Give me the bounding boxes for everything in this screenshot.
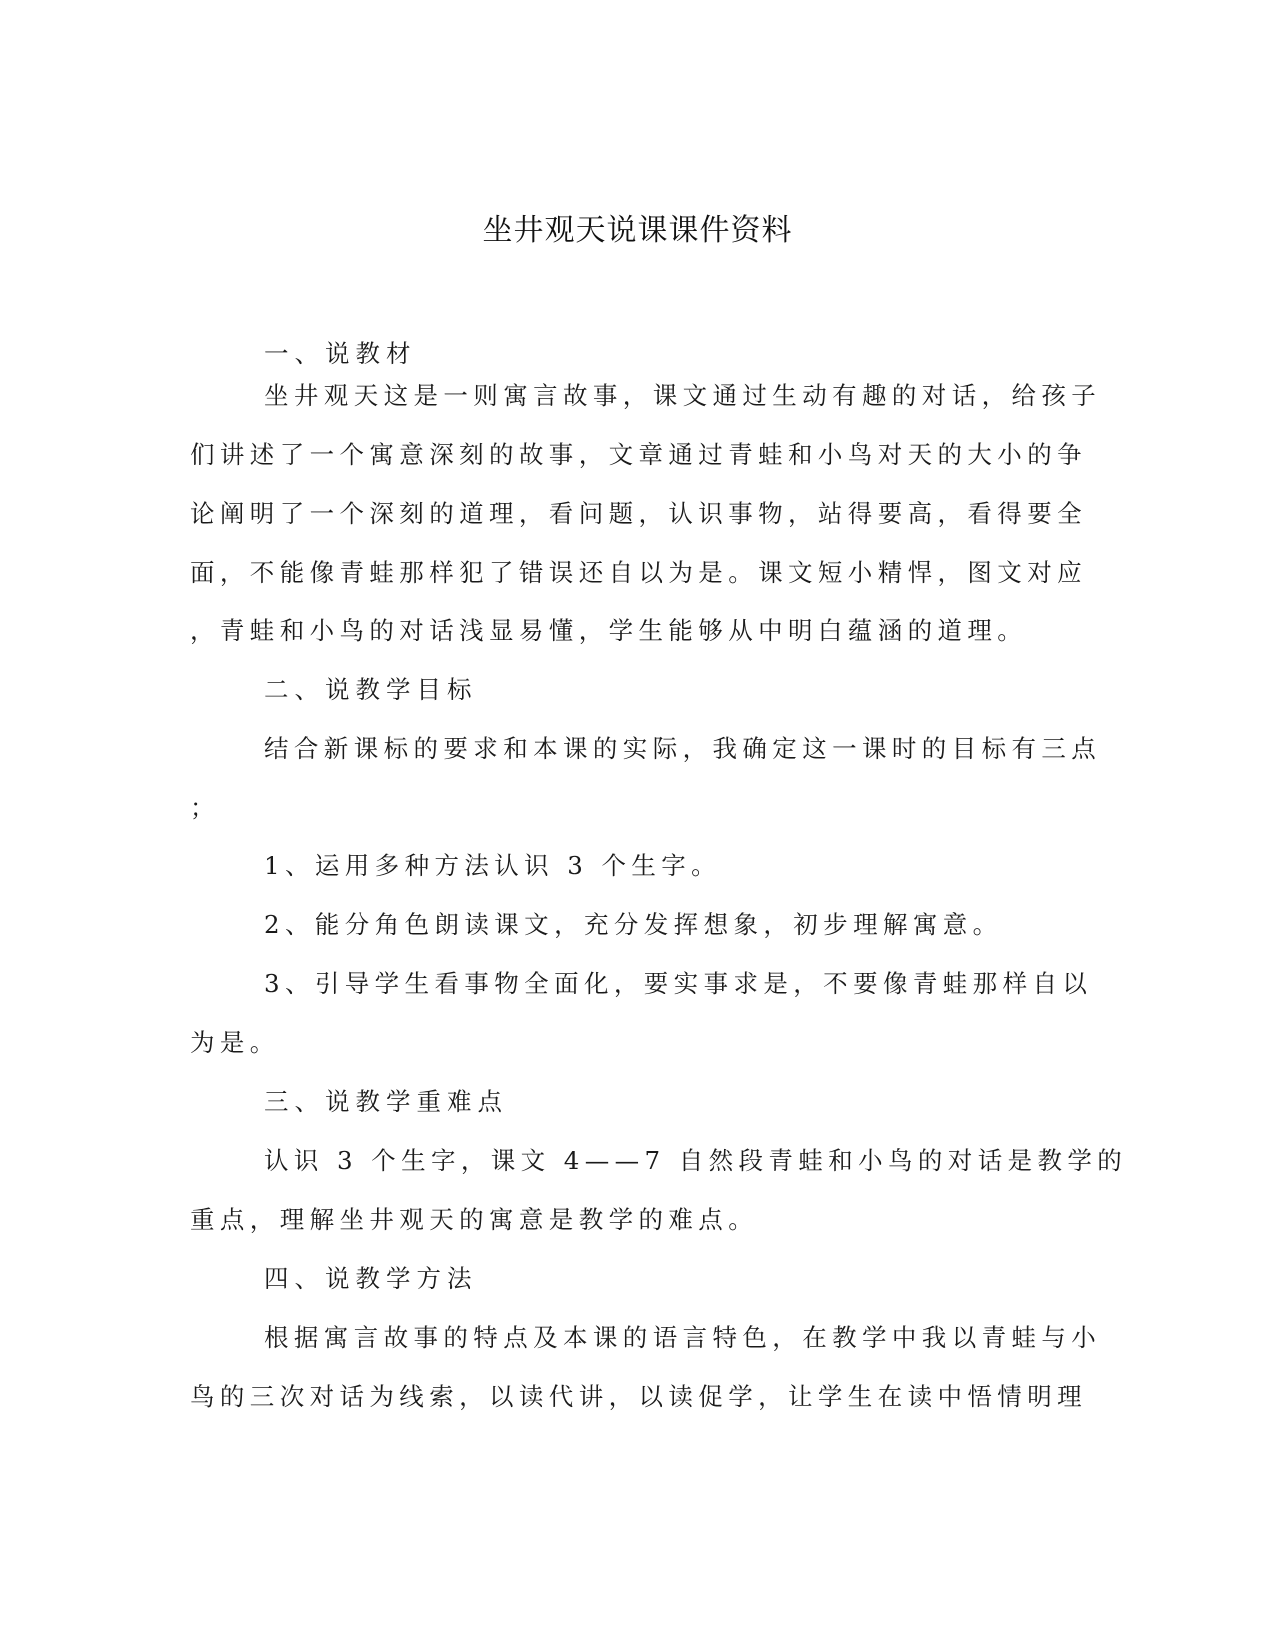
section-heading-methods: 四、说教学方法 <box>264 1264 478 1293</box>
paragraph-line: 面，不能像青蛙那样犯了错误还自以为是。课文短小精悍，图文对应 <box>190 558 1087 587</box>
paragraph-line: 重点，理解坐井观天的寓意是教学的难点。 <box>190 1205 759 1234</box>
paragraph-line: 坐井观天这是一则寓言故事，课文通过生动有趣的对话，给孩子 <box>264 381 1102 410</box>
list-item: 2、能分角色朗读课文，充分发挥想象，初步理解寓意。 <box>264 910 1003 939</box>
paragraph-line: 结合新课标的要求和本课的实际，我确定这一课时的目标有三点 <box>264 734 1102 763</box>
section-heading-key-points: 三、说教学重难点 <box>264 1087 508 1116</box>
list-item: 1、运用多种方法认识 3 个生字。 <box>264 851 722 880</box>
paragraph-line: ； <box>190 793 220 822</box>
section-heading-objectives: 二、说教学目标 <box>264 675 478 704</box>
paragraph-line: 认识 3 个生字，课文 4——7 自然段青蛙和小鸟的对话是教学的 <box>264 1146 1128 1175</box>
paragraph-line: 们讲述了一个寓意深刻的故事，文章通过青蛙和小鸟对天的大小的争 <box>190 440 1087 469</box>
paragraph-line: ，青蛙和小鸟的对话浅显易懂，学生能够从中明白蕴涵的道理。 <box>190 616 1028 645</box>
page-title: 坐井观天说课课件资料 <box>482 213 793 248</box>
section-heading-textbook: 一、说教材 <box>264 339 417 368</box>
list-item-continuation: 为是。 <box>190 1028 280 1057</box>
paragraph-line: 论阐明了一个深刻的道理，看问题，认识事物，站得要高，看得要全 <box>190 499 1087 528</box>
list-item: 3、引导学生看事物全面化，要实事求是，不要像青蛙那样自以 <box>264 969 1093 998</box>
paragraph-line: 鸟的三次对话为线索，以读代讲，以读促学，让学生在读中悟情明理 <box>190 1382 1087 1411</box>
paragraph-line: 根据寓言故事的特点及本课的语言特色，在教学中我以青蛙与小 <box>264 1323 1102 1352</box>
